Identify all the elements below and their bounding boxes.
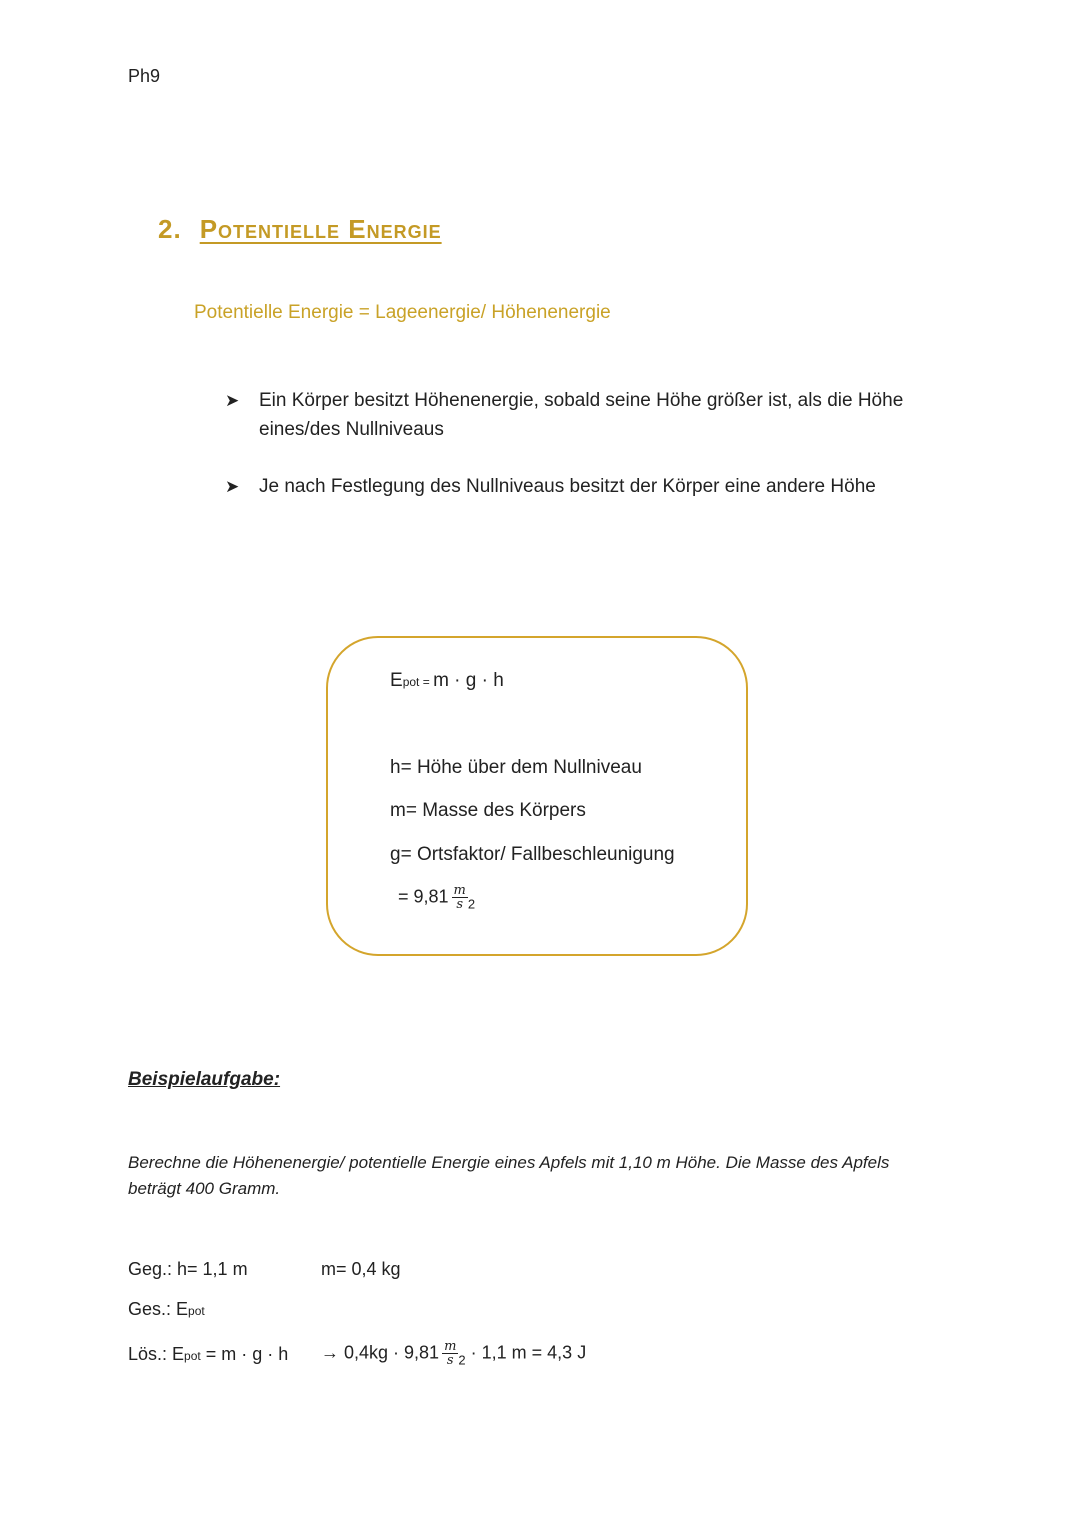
definition-m: m= Masse des Körpers — [390, 800, 586, 821]
formula-rhs: m · g · h — [433, 670, 504, 691]
formula-epot — [390, 670, 504, 692]
formula-equals: = — [419, 675, 434, 689]
example-heading: Beispielaufgabe: — [128, 1069, 281, 1090]
unit-numerator: m — [453, 883, 466, 898]
bullet-item — [225, 472, 876, 501]
section-subtitle: Potentielle Energie = Lageenergie/ Höhenenergie — [194, 302, 611, 323]
solution-formula-rhs: = m · g · h — [200, 1344, 289, 1364]
example-task: Berechne die Höhenenergie/ potentielle Energie eines Apfels mit 1,10 m Höhe. Die Masse des Apfels beträgt 400 Gramm. — [128, 1153, 890, 1198]
unit-denominator: s — [456, 897, 464, 912]
bullet-text-line: Ein Körper besitzt Höhenenergie, sobald seine Höhe größer ist, als die Höhe — [259, 390, 904, 411]
solution-calc-part2: · 1,1 m = 4,3 J — [465, 1342, 587, 1363]
solution-unit-fraction — [442, 1340, 458, 1367]
formula-subscript: pot — [402, 675, 420, 689]
bullet-item — [225, 386, 904, 444]
solution-subscript: pot — [184, 1349, 201, 1363]
sought-subscript: pot — [188, 1304, 205, 1318]
sought-quantity — [128, 1299, 205, 1320]
given-m: m= 0,4 kg — [321, 1259, 401, 1279]
sought-prefix: Ges.: E — [128, 1299, 189, 1319]
formula-symbol: E — [390, 670, 403, 691]
solution-formula — [128, 1344, 288, 1365]
unit-fraction — [452, 884, 468, 911]
page-header-label: Ph9 — [128, 66, 161, 86]
arrow-bullet-icon: ➤ — [225, 477, 240, 496]
given-h: Geg.: h= 1,1 m — [128, 1259, 248, 1279]
section-number: 2. — [158, 214, 182, 244]
section-heading — [158, 214, 442, 245]
solution-calculation — [321, 1340, 586, 1367]
solution-unit-exponent: 2 — [458, 1352, 466, 1368]
unit-exponent: 2 — [467, 896, 476, 912]
solution-prefix: Lös.: E — [128, 1344, 185, 1364]
solution-calc-part1: → 0,4kg · 9,81 — [321, 1342, 440, 1363]
solution-unit-denominator: s — [446, 1353, 454, 1368]
g-value-number: = 9,81 — [398, 886, 449, 907]
bullet-text-line: eines/des Nullniveaus — [259, 419, 444, 440]
g-value — [398, 884, 475, 911]
definition-h: h= Höhe über dem Nullniveau — [390, 757, 642, 778]
solution-unit-numerator: m — [444, 1339, 457, 1354]
definition-g: g= Ortsfaktor/ Fallbeschleunigung — [390, 844, 675, 865]
section-title: Potentielle Energie — [199, 214, 442, 244]
bullet-text-line: Je nach Festlegung des Nullniveaus besitzt der Körper eine andere Höhe — [259, 476, 876, 497]
arrow-bullet-icon: ➤ — [225, 391, 240, 410]
